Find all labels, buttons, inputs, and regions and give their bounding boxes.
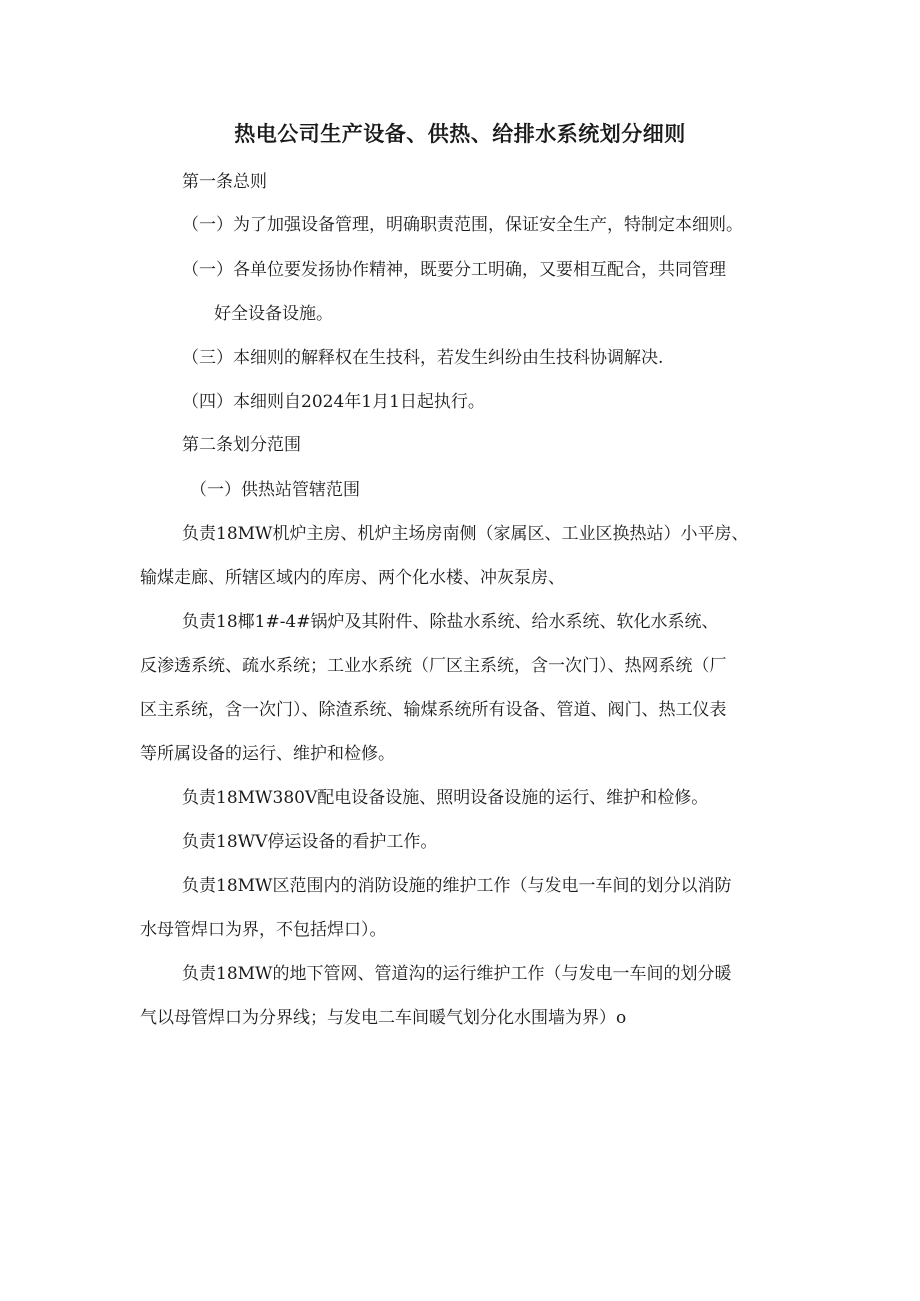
paragraph-line: 区主系统，含一次门）、除渣系统、输煤系统所有设备、管道、阀门、热工仪表: [140, 700, 727, 720]
paragraph-line: 负责18MW的地下管网、管道沟的运行维护工作（与发电一车间的划分暖: [182, 964, 732, 984]
paragraph-line: （一）为了加强设备管理，明确职责范围，保证安全生产，特制定本细则。: [182, 215, 743, 235]
section-heading-scope: 第二条划分范围: [182, 435, 301, 455]
paragraph-line: 等所属设备的运行、维护和检修。: [140, 744, 395, 764]
paragraph-line: 反渗透系统、疏水系统；工业水系统（厂区主系统，含一次门）、热网系统（厂: [140, 656, 727, 676]
paragraph-line: 负责18MW区范围内的消防设施的维护工作（与发电一车间的划分以消防: [182, 876, 732, 896]
paragraph-line: 好全设备设施。: [214, 304, 333, 324]
paragraph-line: （三）本细则的解释权在生技科，若发生纠纷由生技科协调解决.: [182, 348, 664, 368]
section-heading-general: 第一条总则: [182, 172, 267, 192]
paragraph-line: 水母管焊口为界，不包括焊口）。: [140, 920, 387, 940]
paragraph-line: （四）本细则自2024年1月1日起执行。: [182, 392, 485, 412]
paragraph-line: 负责18MW380V配电设备设施、照明设备设施的运行、维护和检修。: [182, 788, 709, 808]
document-title: 热电公司生产设备、供热、给排水系统划分细则: [234, 122, 686, 146]
paragraph-line: 气以母管焊口为分界线；与发电二车间暖气划分化水围墙为界）o: [140, 1008, 627, 1028]
paragraph-line: （一）各单位要发扬协作精神，既要分工明确，又要相互配合，共同管理: [182, 260, 726, 280]
paragraph-line: 负责18椰1#-4#锅炉及其附件、除盐水系统、给水系统、软化水系统、: [182, 612, 719, 632]
paragraph-line: 负责18WV停运设备的看护工作。: [182, 832, 438, 852]
subsection-heading: （一）供热站管辖范围: [190, 480, 360, 500]
paragraph-line: 负责18MW机炉主房、机炉主场房南侧（家属区、工业区换热站）小平房、: [182, 524, 749, 544]
paragraph-line: 输煤走廊、所辖区域内的库房、两个化水楼、冲灰泵房、: [140, 568, 565, 588]
